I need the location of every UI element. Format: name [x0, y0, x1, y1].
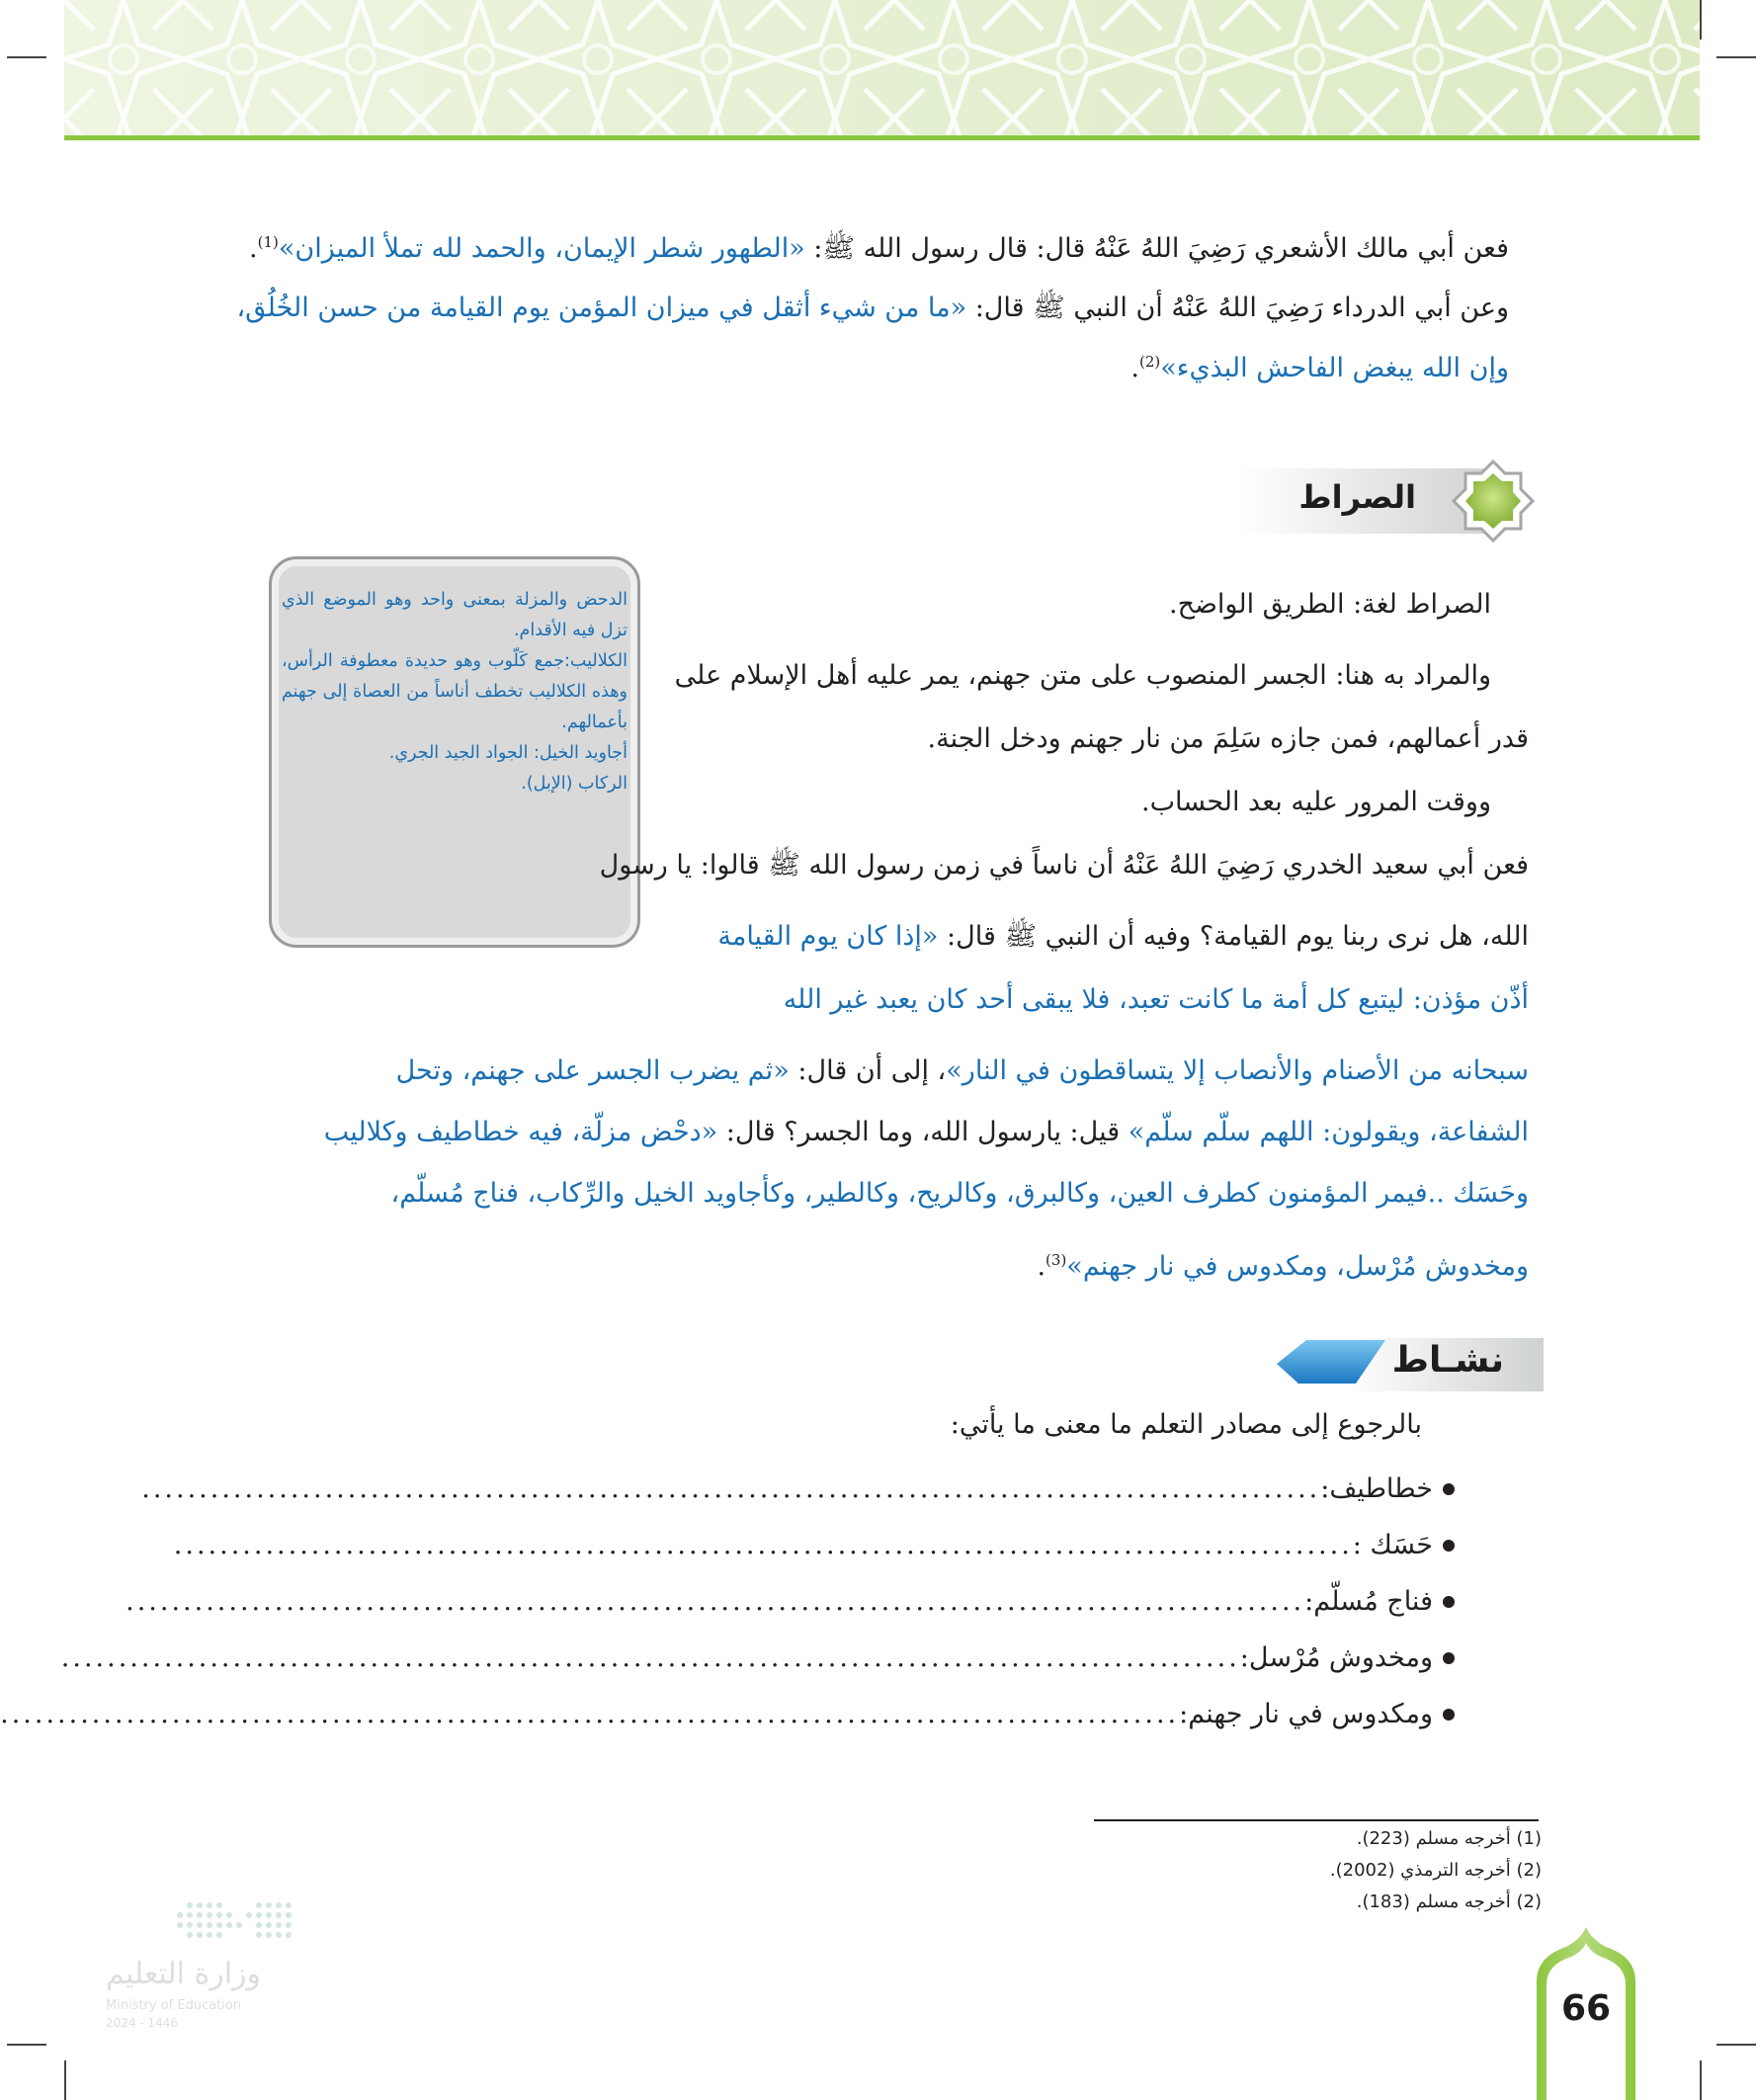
- answer-blank[interactable]: .......................................................................................................: [125, 1586, 1305, 1617]
- logo-english: Ministry of Education: [106, 1998, 242, 2013]
- ministry-logo: [101, 1895, 328, 2034]
- body-text: فعن أبي سعيد الخدري رَضِيَ اللهُ عَنْهُ أن ناساً في زمن رسول الله ﷺ قالوا: يا رسول: [599, 850, 1529, 881]
- glossary-entry: الكلاليب:جمع كَلّوب وهو حديدة معطوفة الرأس، وهذه الكلاليب تخطف أناساً من العصاة إلى جهنم بأعمالهم.: [282, 651, 627, 732]
- activity-heading: [1277, 1332, 1544, 1393]
- page-number-badge: [1537, 1927, 1635, 2100]
- answer-blank[interactable]: .......................................................................................................: [173, 1530, 1353, 1560]
- crop-mark: [64, 2060, 66, 2100]
- logo-arabic: وزارة التعليم: [106, 1957, 262, 1991]
- activity-item: [60, 1630, 1455, 1686]
- hadith-quote: «الطهور شطر الإيمان، والحمد لله تملأ الميزان»: [278, 233, 805, 264]
- activity-item: [141, 1461, 1455, 1517]
- body-text: الصراط لغة: الطريق الواضح.: [1168, 589, 1491, 620]
- footnote: (1) أخرجه مسلم (223).: [1356, 1828, 1542, 1849]
- body-line: [1141, 773, 1491, 832]
- body-line: [1169, 575, 1491, 634]
- hadith-quote: «ثم يضرب الجسر على جهنم، وتحل: [395, 1055, 790, 1086]
- body-text: قدر أعمالهم، فمن جازه سَلِمَ من نار جهنم ودخل الجنة.: [927, 723, 1529, 754]
- page-number: 66: [1560, 1988, 1612, 2029]
- footnote-ref: (3): [1045, 1251, 1067, 1269]
- section-title: الصراط: [1298, 478, 1416, 516]
- glossary-entry: أجاويد الخيل: الجواد الجيد الجري.: [388, 743, 627, 763]
- activity-term: خطاطيف:: [1320, 1473, 1433, 1504]
- crop-mark: [7, 56, 46, 58]
- intro-text: فعن أبي مالك الأشعري رَضِيَ اللهُ عَنْهُ قال: قال رسول الله ﷺ:: [804, 233, 1509, 264]
- body-line: [600, 836, 1529, 895]
- body-line: [717, 907, 1529, 966]
- footnote: (2) أخرجه الترمذي (2002).: [1329, 1860, 1542, 1881]
- activity-term: فناج مُسلّم:: [1304, 1586, 1433, 1617]
- intro-line-2: [236, 279, 1509, 338]
- intro-line-1: فعن أبي مالك الأشعري رَضِيَ اللهُ عَنْهُ قال: قال رسول الله ﷺ: «الطهور شطر الإيمان، والحمد لله تملأ الميزان»$^{(1)}$.: [248, 233, 1509, 264]
- body-line: ومخدوش مُرْسل، ومكدوس في نار جهنم»$^{(3)}$.: [1037, 1251, 1529, 1282]
- body-line: [391, 1164, 1530, 1223]
- activity-list: [0, 1461, 1455, 1742]
- body-text: الله، هل نرى ربنا يوم القيامة؟ وفيه أن النبي ﷺ قال:: [938, 921, 1529, 952]
- hadith-quote: «ما من شيء أثقل في ميزان المؤمن يوم القيامة من حسن الخُلُق،: [236, 293, 967, 323]
- body-text: ووقت المرور عليه بعد الحساب.: [1141, 787, 1491, 817]
- header-pattern-banner: [64, 0, 1700, 136]
- bullet-icon: [1443, 1709, 1455, 1721]
- hadith-quote: ومخدوش مُرْسل، ومكدوس في نار جهنم»: [1066, 1251, 1529, 1282]
- body-line: [928, 710, 1529, 769]
- answer-blank[interactable]: .......................................................................................................: [141, 1473, 1321, 1504]
- hadith-quote: وإن الله يبغض الفاحش البذيء»: [1160, 353, 1509, 383]
- activity-term: حَسَك :: [1352, 1530, 1433, 1560]
- hadith-quote: «دحْض مزلّة، فيه خطاطيف وكلاليب: [323, 1117, 718, 1147]
- glossary-entry: الدحض والمزلة بمعنى واحد وهو الموضع الذي تزل فيه الأقدام.: [282, 590, 627, 640]
- crop-mark: [1716, 56, 1756, 58]
- footnote-ref: (2): [1139, 353, 1161, 371]
- hadith-quote: «إذا كان يوم القيامة: [717, 921, 939, 952]
- answer-blank[interactable]: .......................................................................................................: [60, 1642, 1240, 1673]
- crop-mark: [1700, 2060, 1702, 2100]
- activity-title: نشـاط: [1391, 1340, 1504, 1381]
- crop-mark: [1716, 2044, 1756, 2046]
- footnote-rule: [1094, 1819, 1539, 1821]
- crop-mark: [1700, 0, 1702, 40]
- logo-year: 2024 - 1446: [106, 2016, 179, 2030]
- body-text: والمراد به هنا: الجسر المنصوب على متن جهنم، يمر عليه أهل الإسلام على: [674, 660, 1491, 691]
- activity-prompt: بالرجوع إلى مصادر التعلم ما معنى ما يأتي:: [950, 1409, 1422, 1440]
- glossary-sidebox: [269, 556, 640, 948]
- body-line: [675, 646, 1491, 706]
- body-text: ، إلى أن قال:: [789, 1055, 947, 1086]
- bullet-icon: [1443, 1540, 1455, 1552]
- intro-line-3: وإن الله يبغض الفاحش البذيء»$^{(2)}$.: [1130, 353, 1509, 383]
- footnote-ref: (1): [257, 233, 279, 251]
- crop-mark: [7, 2044, 46, 2046]
- body-line: [324, 1103, 1529, 1162]
- glossary-entry: الركاب (الإبل).: [521, 774, 627, 794]
- bullet-icon: [1443, 1483, 1455, 1495]
- dots-logo-icon: [101, 1895, 328, 1955]
- header-rule: [64, 135, 1700, 140]
- section-heading: [1238, 461, 1535, 542]
- activity-term: ومخدوش مُرْسل:: [1239, 1642, 1433, 1673]
- activity-item: [0, 1686, 1455, 1742]
- activity-item: [125, 1573, 1455, 1630]
- footnote: (2) أخرجه مسلم (183).: [1356, 1891, 1542, 1912]
- bullet-icon: [1443, 1596, 1455, 1608]
- answer-blank[interactable]: .......................................................................................................: [0, 1699, 1180, 1729]
- body-text: قيل: يارسول الله، وما الجسر؟ قال:: [717, 1117, 1129, 1147]
- body-line: [784, 970, 1529, 1030]
- activity-term: ومكدوس في نار جهنم:: [1179, 1699, 1433, 1729]
- hadith-quote: سبحانه من الأصنام والأنصاب إلا يتساقطون في النار»: [946, 1055, 1529, 1086]
- bullet-icon: [1443, 1652, 1455, 1664]
- intro-text: وعن أبي الدرداء رَضِيَ اللهُ عَنْهُ أن النبي ﷺ قال:: [966, 293, 1509, 323]
- hadith-quote: الشفاعة، ويقولون: اللهم سلّم سلّم»: [1128, 1117, 1529, 1147]
- footnotes: [1330, 1823, 1542, 1918]
- activity-item: [173, 1517, 1455, 1573]
- hadith-quote: وحَسَك ..فيمر المؤمنون كطرف العين، وكالبرق، وكالريح، وكالطير، وكأجاويد الخيل والرِّكاب، فناج مُسلّم،: [390, 1178, 1529, 1209]
- octagon-star-icon: [1454, 462, 1533, 541]
- body-line: [396, 1042, 1529, 1101]
- hadith-quote: أذّن مؤذن: ليتبع كل أمة ما كانت تعبد، فلا يبقى أحد كان يعبد غير الله: [783, 984, 1529, 1015]
